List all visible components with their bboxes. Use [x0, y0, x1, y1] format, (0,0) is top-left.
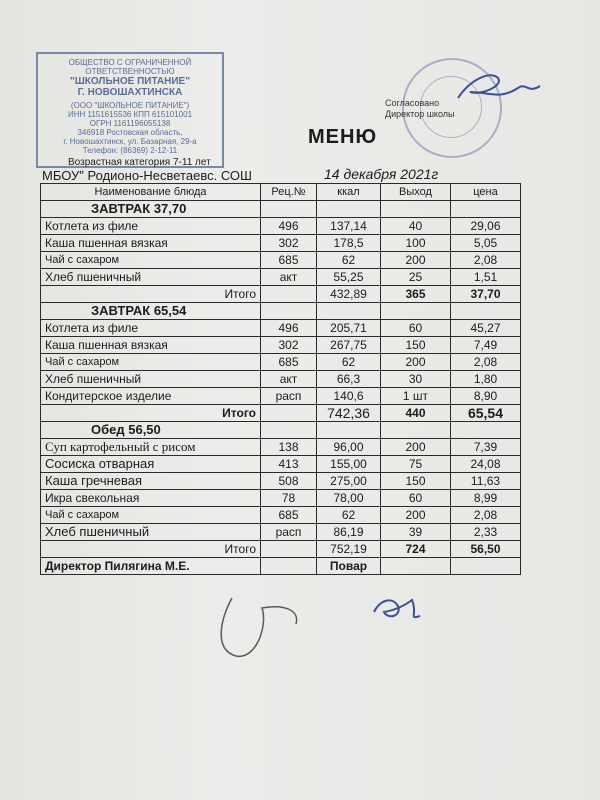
price-value: 45,27	[451, 320, 521, 337]
total-output: 724	[381, 541, 451, 558]
rec-number: 508	[261, 473, 317, 490]
rec-number: 413	[261, 456, 317, 473]
total-label: Итого	[41, 405, 261, 422]
stamp-line: (ООО "ШКОЛЬНОЕ ПИТАНИЕ")	[70, 101, 190, 110]
output-value: 200	[381, 507, 451, 524]
rec-number: 685	[261, 252, 317, 269]
kcal-value: 140,6	[317, 388, 381, 405]
total-price: 65,54	[451, 405, 521, 422]
rec-number: 78	[261, 490, 317, 507]
price-value: 1,80	[451, 371, 521, 388]
cook-signature-icon	[374, 600, 420, 617]
stamp-line: Телефон: (86369) 2-12-11	[82, 146, 178, 155]
price-value: 2,08	[451, 507, 521, 524]
price-value: 2,33	[451, 524, 521, 541]
price-value: 7,49	[451, 337, 521, 354]
price-value: 8,90	[451, 388, 521, 405]
total-price: 37,70	[451, 286, 521, 303]
total-kcal: 432,89	[317, 286, 381, 303]
price-value: 2,08	[451, 354, 521, 371]
stamp-line: Г. НОВОШАХТИНСКА	[77, 87, 183, 98]
stamp-line: ОБЩЕСТВО С ОГРАНИЧЕННОЙ	[68, 58, 192, 67]
output-value: 150	[381, 473, 451, 490]
total-kcal: 742,36	[317, 405, 381, 422]
section-title: ЗАВТРАК 37,70	[41, 201, 261, 218]
kcal-value: 62	[317, 507, 381, 524]
total-label: Итого	[41, 286, 261, 303]
rec-number: 302	[261, 235, 317, 252]
rec-number: 685	[261, 507, 317, 524]
kcal-value: 155,00	[317, 456, 381, 473]
rec-number: 496	[261, 218, 317, 235]
output-value: 1 шт	[381, 388, 451, 405]
dish-name: Икра свекольная	[41, 490, 261, 507]
school-name: МБОУ" Родионо-Несветаевс. СОШ	[42, 168, 252, 183]
output-value: 40	[381, 218, 451, 235]
kcal-value: 178,5	[317, 235, 381, 252]
dish-name: Котлета из филе	[41, 218, 261, 235]
dish-name: Кондитерское изделие	[41, 388, 261, 405]
output-value: 75	[381, 456, 451, 473]
dish-name: Суп картофельный с рисом	[41, 439, 261, 456]
dish-name: Котлета из филе	[41, 320, 261, 337]
price-value: 5,05	[451, 235, 521, 252]
dish-name: Сосиска отварная	[41, 456, 261, 473]
dish-name: Каша пшенная вязкая	[41, 235, 261, 252]
header-price: цена	[451, 184, 521, 201]
approval-line: Директор школы	[385, 109, 455, 119]
rec-number: 302	[261, 337, 317, 354]
price-value: 8,99	[451, 490, 521, 507]
director-signature-icon	[221, 598, 296, 656]
approval-line: Согласовано	[385, 98, 440, 108]
rec-number: 496	[261, 320, 317, 337]
output-value: 200	[381, 354, 451, 371]
stamp-line: 346918 Ростовская область,	[77, 128, 183, 137]
price-value: 1,51	[451, 269, 521, 286]
page-title: МЕНЮ	[308, 126, 378, 148]
dish-name: Чай с сахаром	[41, 507, 261, 524]
age-category: Возрастная категория 7-11 лет	[68, 157, 211, 168]
price-value: 7,39	[451, 439, 521, 456]
output-value: 200	[381, 439, 451, 456]
header-name: Наименование блюда	[41, 184, 261, 201]
price-value: 29,06	[451, 218, 521, 235]
stamp-line: ИНН 1151615536 КПП 615101001	[67, 110, 193, 119]
output-value: 60	[381, 490, 451, 507]
header-kcal: ккал	[317, 184, 381, 201]
total-kcal: 752,19	[317, 541, 381, 558]
total-label: Итого	[41, 541, 261, 558]
kcal-value: 55,25	[317, 269, 381, 286]
kcal-value: 96,00	[317, 439, 381, 456]
rec-number: акт	[261, 269, 317, 286]
dish-name: Чай с сахаром	[41, 354, 261, 371]
output-value: 100	[381, 235, 451, 252]
price-value: 2,08	[451, 252, 521, 269]
kcal-value: 86,19	[317, 524, 381, 541]
output-value: 60	[381, 320, 451, 337]
stamp-line: ОГРН 1161196055138	[89, 119, 171, 128]
rec-number: расп	[261, 388, 317, 405]
total-price: 56,50	[451, 541, 521, 558]
kcal-value: 267,75	[317, 337, 381, 354]
rec-number: 138	[261, 439, 317, 456]
rec-number: 685	[261, 354, 317, 371]
kcal-value: 66,3	[317, 371, 381, 388]
kcal-value: 78,00	[317, 490, 381, 507]
dish-name: Хлеб пшеничный	[41, 269, 261, 286]
section-title: Обед 56,50	[41, 422, 261, 439]
output-value: 30	[381, 371, 451, 388]
output-value: 25	[381, 269, 451, 286]
dish-name: Чай с сахаром	[41, 252, 261, 269]
cook-signature-label: Повар	[317, 558, 381, 575]
dish-name: Хлеб пшеничный	[41, 524, 261, 541]
approval-signature-icon	[458, 75, 540, 98]
stamp-line: "ШКОЛЬНОЕ ПИТАНИЕ"	[70, 76, 190, 87]
price-value: 24,08	[451, 456, 521, 473]
dish-name: Хлеб пшеничный	[41, 371, 261, 388]
director-signature-label: Директор Пилягина М.Е.	[41, 558, 261, 575]
output-value: 39	[381, 524, 451, 541]
price-value: 11,63	[451, 473, 521, 490]
dish-name: Каша гречневая	[41, 473, 261, 490]
menu-date: 14 декабря 2021г	[324, 166, 439, 182]
rec-number: акт	[261, 371, 317, 388]
output-value: 200	[381, 252, 451, 269]
stamp-line: г. Новошахтинск, ул. Базарная, 29-а	[63, 137, 197, 146]
rec-number: расп	[261, 524, 317, 541]
dish-name: Каша пшенная вязкая	[41, 337, 261, 354]
kcal-value: 275,00	[317, 473, 381, 490]
section-title: ЗАВТРАК 65,54	[41, 303, 261, 320]
stamp-line: ОТВЕТСТВЕННОСТЬЮ	[85, 67, 175, 76]
output-value: 150	[381, 337, 451, 354]
kcal-value: 62	[317, 354, 381, 371]
kcal-value: 62	[317, 252, 381, 269]
header-rec: Рец.№	[261, 184, 317, 201]
kcal-value: 137,14	[317, 218, 381, 235]
total-output: 440	[381, 405, 451, 422]
header-out: Выход	[381, 184, 451, 201]
total-output: 365	[381, 286, 451, 303]
kcal-value: 205,71	[317, 320, 381, 337]
